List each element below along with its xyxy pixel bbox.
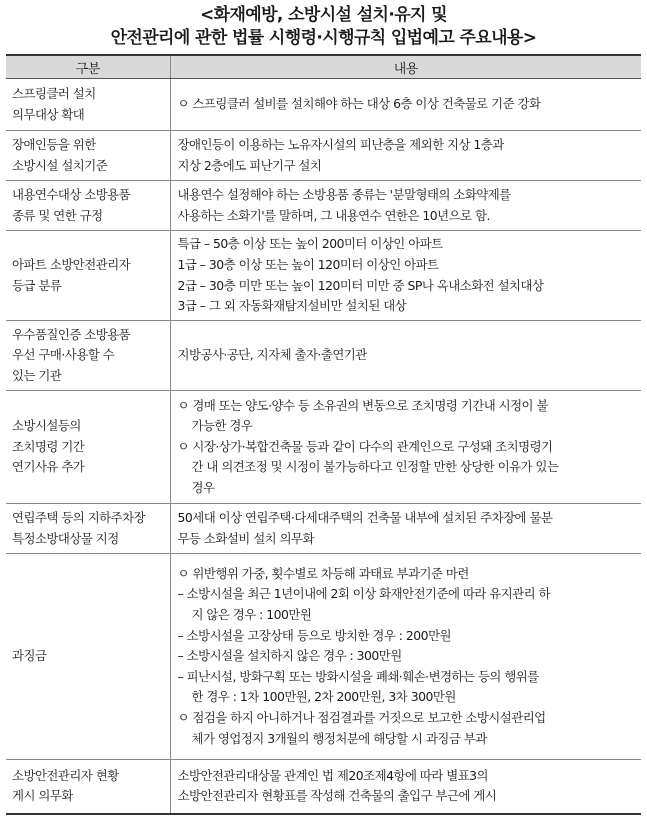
row-category: [6, 181, 170, 231]
header-category: 구분: [6, 55, 170, 79]
category-line: 우수품질인증 소방용품: [12, 326, 131, 342]
row-category: [6, 321, 170, 391]
title-line-1: <화재예방, 소방시설 설치·유지 및: [199, 5, 447, 25]
category-line: 게시 의무화: [12, 788, 73, 804]
row-category: [6, 391, 170, 504]
content-line: ㅇ 점검을 하지 아니하거나 점검결과를 거짓으로 보고한 소방시설관리업: [177, 709, 546, 725]
title-line-2: 안전관리에 관한 법률 시행령·시행규칙 입법예고 주요내용>: [110, 28, 537, 48]
content-line: 50세대 이상 연립주택·다세대주택의 건축물 내부에 설치된 주차장에 물분: [177, 509, 553, 525]
content-line: 지 않은 경우 : 100만원: [191, 607, 312, 623]
table-row: [6, 760, 641, 814]
table-header-row: [6, 55, 641, 79]
category-line: 소방안전관리자 현황: [12, 767, 119, 783]
content-line: 1급 – 30층 이상 또는 높이 120미터 이상인 아파트: [177, 256, 439, 272]
row-content: [170, 760, 641, 814]
category-line: 스프링클러 설치: [12, 85, 96, 101]
content-line: – 소방시설을 최근 1년이내에 2회 이상 화재안전기준에 따라 유지관리 하: [177, 586, 551, 602]
row-category: [6, 231, 170, 321]
table-row: [6, 321, 641, 391]
row-content: [170, 504, 641, 554]
content-line: 3급 – 그 외 자동화재탐지설비만 설치된 대상: [177, 298, 407, 314]
row-category: [6, 504, 170, 554]
row-category: [6, 79, 170, 131]
category-line: 연립주택 등의 지하주차장: [12, 509, 146, 525]
category-line: 과징금: [12, 648, 47, 664]
table-row: [6, 181, 641, 231]
category-line: 의무대상 확대: [12, 106, 85, 122]
content-line: 간 내 의견조정 및 시정이 불가능하다고 인정할 만한 상당한 이유가 있는: [191, 459, 559, 475]
content-line: 무등 소화설비 설치 의무화: [177, 530, 314, 546]
content-line: ㅇ 스프링클러 설비를 설치해야 하는 대상 6층 이상 건축물로 기준 강화: [177, 96, 541, 112]
table-row: [6, 131, 641, 181]
content-line: – 소방시설을 고장상태 등으로 방치한 경우 : 200만원: [177, 627, 452, 643]
content-line: 장애인등이 이용하는 노유자시설의 피난층을 제외한 지상 1층과: [177, 136, 504, 152]
table-row: [6, 554, 641, 760]
row-category: [6, 554, 170, 760]
content-line: 내용연수 설정해야 하는 소방용품 종류는 '분말형태의 소화약제를: [177, 186, 511, 202]
category-line: 장애인등을 위한: [12, 136, 96, 152]
content-line: 소방안전관리대상물 관계인 법 제20조제4항에 따라 별표3의: [177, 767, 489, 783]
content-line: 특급 – 50층 이상 또는 높이 200미터 이상인 아파트: [177, 236, 443, 252]
category-line: 내용연수대상 소방용품: [12, 186, 131, 202]
content-line: ㅇ 시장·상가·복합건축물 등과 같이 다수의 관계인으로 구성돼 조치명령기: [177, 438, 553, 454]
content-line: 지방공사·공단, 지자체 출자·출연기관: [177, 347, 367, 363]
category-line: 등급 분류: [12, 277, 62, 293]
category-line: 우선 구매·사용할 수: [12, 347, 115, 363]
row-content: [170, 231, 641, 321]
content-line: 2급 – 30층 미만 또는 높이 120미터 미만 중 SP나 옥내소화전 설치대상: [177, 277, 544, 293]
row-content: [170, 554, 641, 760]
content-line: 체가 영업정지 3개월의 행정처분에 해당할 시 과징금 부과: [191, 730, 487, 746]
category-line: 있는 기관: [12, 367, 62, 383]
table-row: [6, 231, 641, 321]
content-line: 사용하는 소화기'를 말하며, 그 내용연수 연한은 10년으로 함.: [177, 207, 490, 223]
category-line: 소방시설 설치기준: [12, 157, 108, 173]
category-line: 특정소방대상물 지정: [12, 530, 119, 546]
category-line: 조치명령 기간: [12, 438, 85, 454]
row-content: [170, 181, 641, 231]
row-content: [170, 391, 641, 504]
row-category: [6, 131, 170, 181]
table-row: [6, 391, 641, 504]
content-line: – 소방시설을 설치하지 않은 경우 : 300만원: [177, 648, 402, 664]
content-line: 지상 2층에도 피난기구 설치: [177, 157, 322, 173]
table-row: [6, 79, 641, 131]
content-line: 가능한 경우: [191, 418, 253, 434]
content-line: ㅇ 경매 또는 양도·양수 등 소유권의 변동으로 조치명령 기간내 시정이 불: [177, 397, 548, 413]
category-line: 연기사유 추가: [12, 459, 85, 475]
content-line: 소방안전관리자 현황표를 작성해 건축물의 출입구 부근에 게시: [177, 788, 497, 804]
summary-table: [6, 54, 641, 815]
table-row: [6, 504, 641, 554]
category-line: 소방시설등의: [12, 418, 81, 434]
content-line: – 피난시설, 방화구획 또는 방화시설을 폐쇄·훼손·변경하는 등의 행위를: [177, 668, 539, 684]
content-line: 한 경우 : 1차 100만원, 2차 200만원, 3차 300만원: [191, 689, 456, 705]
category-line: 아파트 소방안전관리자: [12, 256, 131, 272]
content-line: ㅇ 위반행위 가중, 횟수별로 차등해 과태료 부과기준 마련: [177, 565, 469, 581]
row-content: [170, 79, 641, 131]
category-line: 종류 및 연한 규정: [12, 207, 103, 223]
row-category: [6, 760, 170, 814]
document-title: [6, 4, 641, 50]
row-content: [170, 131, 641, 181]
header-content: 내용: [170, 55, 641, 79]
row-content: [170, 321, 641, 391]
content-line: 경우: [191, 479, 215, 495]
